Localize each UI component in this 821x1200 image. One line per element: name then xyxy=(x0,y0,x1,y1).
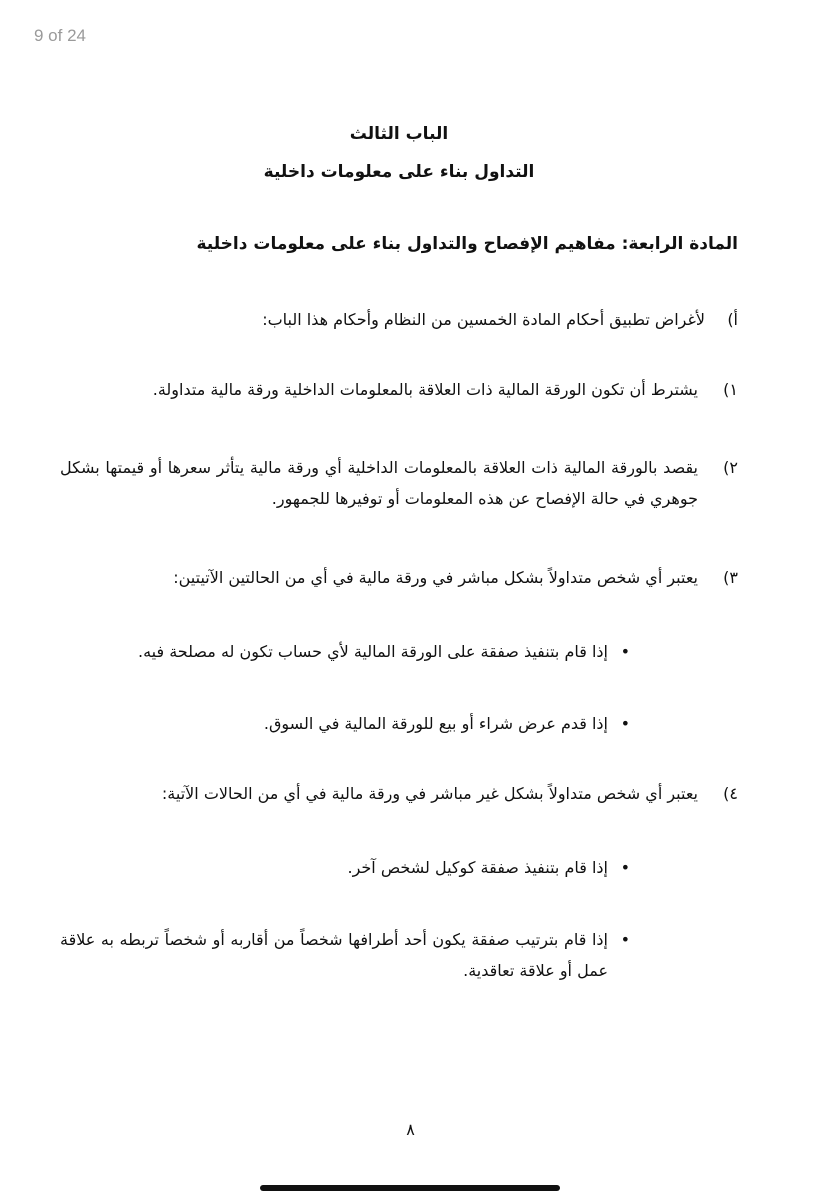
bullet-text: إذا قام بتنفيذ صفقة على الورقة المالية لأي حساب تكون له مصلحة فيه. xyxy=(138,642,608,661)
list-item-text: يشترط أن تكون الورقة المالية ذات العلاقة بالمعلومات الداخلية ورقة مالية متداولة. xyxy=(152,380,698,399)
bullet-item xyxy=(60,636,738,667)
list-item-number: ٢) xyxy=(723,458,738,477)
list-item xyxy=(60,452,738,514)
bullet-icon: • xyxy=(620,930,630,949)
chapter-heading: الباب الثالث xyxy=(349,124,449,144)
list-item-text: يقصد بالورقة المالية ذات العلاقة بالمعلومات الداخلية أي ورقة مالية يتأثر سعرها أو قيمتها بشكل جوهري في حالة الإفصاح عن هذه المعلومات أو توفيرها للجمهور. xyxy=(60,458,698,508)
bullet-icon: • xyxy=(620,642,630,661)
chapter-title: التداول بناء على معلومات داخلية xyxy=(263,162,535,182)
paragraph-text: لأغراض تطبيق أحكام المادة الخمسين من النظام وأحكام هذا الباب: xyxy=(262,310,705,329)
paragraph-marker: أ) xyxy=(727,310,738,329)
page-number: ٨ xyxy=(406,1120,415,1139)
list-item-number: ٣) xyxy=(723,568,738,587)
bullet-icon: • xyxy=(620,858,630,877)
bullet-item xyxy=(60,852,738,883)
bullet-text: إذا قام بتنفيذ صفقة كوكيل لشخص آخر. xyxy=(347,858,608,877)
list-item xyxy=(60,374,738,405)
bullet-icon: • xyxy=(620,714,630,733)
list-item-text: يعتبر أي شخص متداولاً بشكل غير مباشر في ورقة مالية في أي من الحالات الآتية: xyxy=(161,784,698,803)
list-item-number: ١) xyxy=(723,380,738,399)
list-item-number: ٤) xyxy=(723,784,738,803)
list-item-text: يعتبر أي شخص متداولاً بشكل مباشر في ورقة مالية في أي من الحالتين الآتيتين: xyxy=(173,568,698,587)
page-counter: 9 of 24 xyxy=(34,26,86,45)
bullet-item xyxy=(60,924,738,986)
bullet-text: إذا قدم عرض شراء أو بيع للورقة المالية في السوق. xyxy=(263,714,608,733)
bullet-item xyxy=(60,708,738,739)
home-indicator[interactable] xyxy=(260,1185,560,1191)
article-heading: المادة الرابعة: مفاهيم الإفصاح والتداول بناء على معلومات داخلية xyxy=(196,234,738,254)
list-item xyxy=(60,562,738,593)
intro-paragraph xyxy=(60,304,738,335)
list-item xyxy=(60,778,738,809)
bullet-text: إذا قام بترتيب صفقة يكون أحد أطرافها شخصاً من أقاربه أو شخصاً تربطه به علاقة عمل أو علاقة تعاقدية. xyxy=(60,930,608,980)
